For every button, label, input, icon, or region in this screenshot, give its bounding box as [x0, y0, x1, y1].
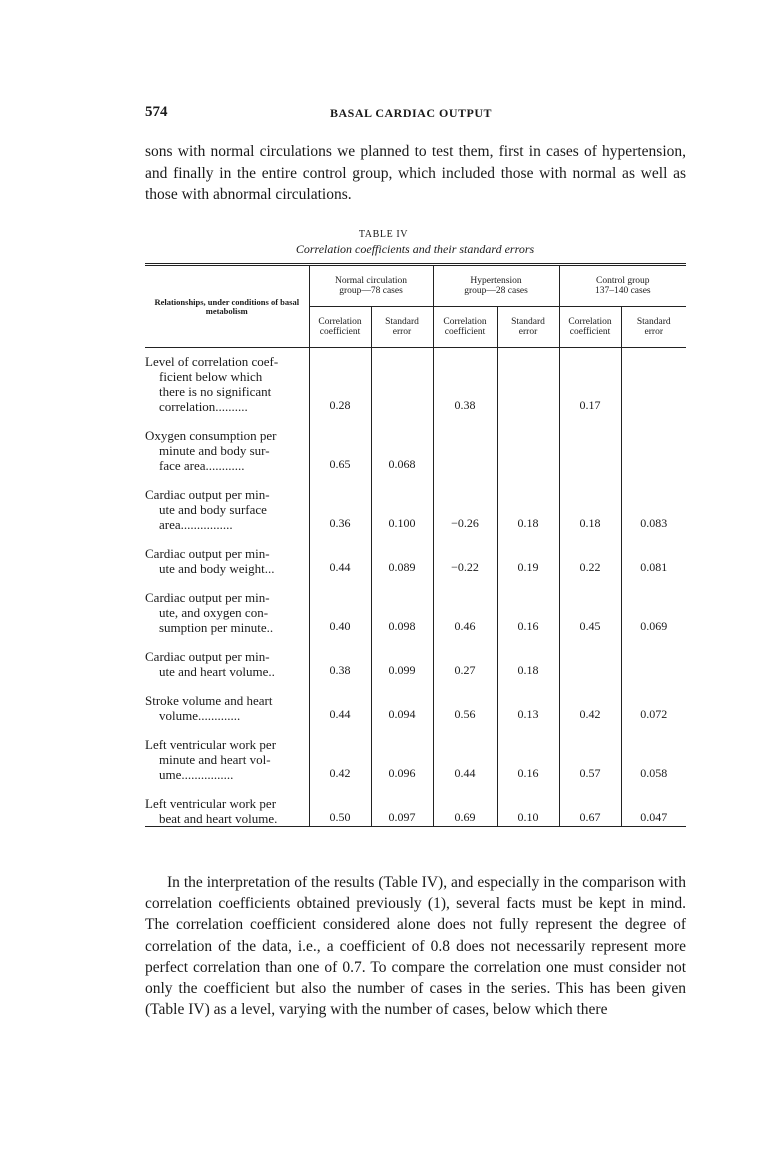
- table-row: [145, 576, 686, 635]
- row-label-line: minute and heart vol-: [159, 752, 271, 767]
- group-header-line: group—28 cases: [464, 286, 528, 296]
- value-cell: 0.18: [559, 473, 621, 532]
- value-cell: 0.22: [559, 532, 621, 576]
- corr-subhead: [433, 307, 497, 348]
- row-label-line: correlation..........: [159, 399, 248, 414]
- value-cell: 0.27: [433, 635, 497, 679]
- value-cell: 0.69: [433, 782, 497, 827]
- value-cell: −0.22: [433, 532, 497, 576]
- value-cell: 0.089: [371, 532, 433, 576]
- value-cell: 0.10: [497, 782, 559, 827]
- group-header-line: Control group: [595, 276, 650, 286]
- row-label: [145, 679, 309, 723]
- row-label-line: Stroke volume and heart: [145, 693, 273, 708]
- row-label-line: Left ventricular work per: [145, 796, 277, 811]
- table-row: [145, 414, 686, 473]
- subhead-line: Standard: [385, 317, 419, 327]
- value-cell: 0.36: [309, 473, 371, 532]
- table-row: [145, 532, 686, 576]
- page-number: 574: [145, 104, 168, 120]
- subhead-line: error: [644, 327, 663, 337]
- subhead-line: coefficient: [444, 327, 486, 337]
- value-cell: 0.45: [559, 576, 621, 635]
- table-row: [145, 723, 686, 782]
- subhead-line: Correlation: [568, 317, 612, 327]
- row-label-line: Cardiac output per min-: [145, 590, 270, 605]
- row-label-line: ute and body weight...: [159, 561, 275, 576]
- value-cell: 0.058: [621, 723, 686, 782]
- row-label-line: beat and heart volume.: [159, 811, 278, 826]
- value-cell: 0.44: [309, 532, 371, 576]
- closing-paragraph: [145, 872, 686, 1020]
- row-label-line: Cardiac output per min-: [145, 546, 270, 561]
- subhead-line: error: [392, 327, 412, 337]
- value-cell: 0.46: [433, 576, 497, 635]
- row-label-line: ume................: [159, 767, 234, 782]
- value-cell: 0.19: [497, 532, 559, 576]
- value-cell: 0.44: [309, 679, 371, 723]
- value-cell: 0.097: [371, 782, 433, 827]
- intro-paragraph: sons with normal circulations we planned to test them, first in cases of hypertension, and finally in the entire control group, which included those with normal as well as those with abnormal circulations.: [145, 143, 686, 203]
- row-label-line: Cardiac output per min-: [145, 649, 270, 664]
- value-cell: [497, 348, 559, 415]
- value-cell: 0.099: [371, 635, 433, 679]
- value-cell: 0.40: [309, 576, 371, 635]
- value-cell: 0.16: [497, 576, 559, 635]
- table-row: [145, 635, 686, 679]
- value-cell: −0.26: [433, 473, 497, 532]
- correlation-table: [145, 263, 686, 827]
- value-cell: 0.094: [371, 679, 433, 723]
- subhead-line: coefficient: [319, 327, 361, 337]
- value-cell: 0.57: [559, 723, 621, 782]
- value-cell: 0.17: [559, 348, 621, 415]
- value-cell: 0.28: [309, 348, 371, 415]
- group-header-control: [559, 265, 686, 307]
- table-label: TABLE IV: [358, 229, 409, 240]
- group-header-hypertension: [433, 265, 559, 307]
- row-label-line: ute and body surface: [159, 502, 267, 517]
- closing-paragraph-text: In the interpretation of the results (Table IV), and especially in the comparison with correlation coefficients obtained previously (1), several facts must be kept in mind. The correlation coefficient considered alone does not fully represent the degree of correlation of the data, i.e., a coefficient of 0.8 does not necessarily represent more perfect correlation than one of 0.7. To compare the correlation one must consider not only the coefficient but also the number of cases in the series. This has been given (Table IV) as a level, varying with the number of cases, below which there: [145, 874, 686, 1019]
- se-subhead: [371, 307, 433, 348]
- row-label-line: ute and heart volume..: [159, 664, 275, 679]
- value-cell: 0.42: [559, 679, 621, 723]
- table-row: [145, 679, 686, 723]
- row-label-line: Cardiac output per min-: [145, 487, 270, 502]
- subhead-line: error: [518, 327, 538, 337]
- row-label: [145, 723, 309, 782]
- value-cell: 0.56: [433, 679, 497, 723]
- row-label-line: face area............: [159, 458, 245, 473]
- value-cell: [621, 635, 686, 679]
- group-header-normal: [309, 265, 433, 307]
- table-row: [145, 348, 686, 415]
- value-cell: 0.65: [309, 414, 371, 473]
- value-cell: [559, 414, 621, 473]
- value-cell: 0.38: [309, 635, 371, 679]
- value-cell: [621, 414, 686, 473]
- value-cell: [559, 635, 621, 679]
- value-cell: 0.100: [371, 473, 433, 532]
- row-label-line: ute, and oxygen con-: [159, 605, 269, 620]
- row-label-line: Level of correlation coef-: [145, 354, 279, 369]
- value-cell: [497, 414, 559, 473]
- row-label-line: minute and body sur-: [159, 443, 270, 458]
- subhead-line: Correlation: [318, 317, 362, 327]
- value-cell: 0.083: [621, 473, 686, 532]
- value-cell: 0.38: [433, 348, 497, 415]
- table-row: [145, 473, 686, 532]
- group-header-line: group—78 cases: [339, 286, 403, 296]
- running-head: BASAL CARDIAC OUTPUT: [330, 106, 493, 120]
- subhead-line: coefficient: [569, 327, 611, 337]
- value-cell: 0.16: [497, 723, 559, 782]
- value-cell: 0.072: [621, 679, 686, 723]
- group-header-line: 137–140 cases: [594, 286, 651, 296]
- value-cell: 0.13: [497, 679, 559, 723]
- value-cell: 0.50: [309, 782, 371, 827]
- group-header-line: Hypertension: [470, 276, 522, 286]
- row-label: [145, 473, 309, 532]
- value-cell: [371, 348, 433, 415]
- value-cell: 0.44: [433, 723, 497, 782]
- row-label-line: volume.............: [159, 708, 241, 723]
- se-subhead: [497, 307, 559, 348]
- value-cell: 0.18: [497, 635, 559, 679]
- se-subhead: [621, 307, 686, 348]
- corr-subhead: [559, 307, 621, 348]
- row-label: [145, 348, 309, 415]
- value-cell: 0.068: [371, 414, 433, 473]
- value-cell: 0.098: [371, 576, 433, 635]
- value-cell: 0.18: [497, 473, 559, 532]
- row-label-line: ficient below which: [159, 369, 263, 384]
- group-header-line: Normal circulation: [335, 276, 408, 286]
- row-label-line: sumption per minute..: [159, 620, 274, 635]
- row-label-line: area................: [159, 517, 233, 532]
- value-cell: 0.67: [559, 782, 621, 827]
- row-label-line: Left ventricular work per: [145, 737, 277, 752]
- table-caption: Correlation coefficients and their standard errors: [295, 242, 535, 256]
- value-cell: [621, 348, 686, 415]
- subhead-line: Standard: [636, 317, 671, 327]
- row-label: [145, 782, 309, 827]
- value-cell: 0.047: [621, 782, 686, 827]
- row-label: [145, 532, 309, 576]
- row-label: [145, 635, 309, 679]
- corr-subhead: [309, 307, 371, 348]
- row-label: [145, 414, 309, 473]
- value-cell: 0.096: [371, 723, 433, 782]
- row-label: [145, 576, 309, 635]
- value-cell: 0.069: [621, 576, 686, 635]
- value-cell: [433, 414, 497, 473]
- row-label-line: Oxygen consumption per: [145, 428, 277, 443]
- row-label-line: there is no significant: [159, 384, 272, 399]
- value-cell: 0.42: [309, 723, 371, 782]
- subhead-line: Standard: [511, 317, 545, 327]
- row-header: Relationships, under conditions of basal metabolism: [145, 265, 309, 348]
- subhead-line: Correlation: [443, 317, 487, 327]
- value-cell: 0.081: [621, 532, 686, 576]
- table-row: [145, 782, 686, 827]
